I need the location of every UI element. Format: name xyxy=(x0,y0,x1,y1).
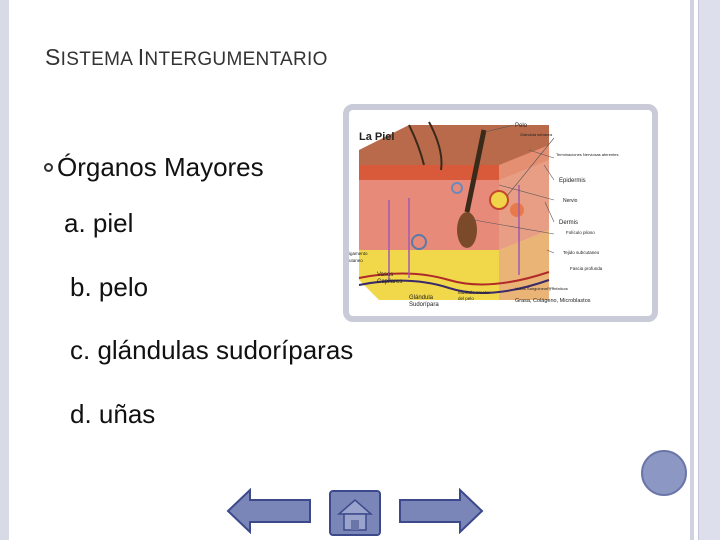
figure-heading: La Piel xyxy=(359,131,395,143)
label-tejido: Tejido subcutaneo xyxy=(563,250,600,255)
gland-2 xyxy=(510,203,524,217)
skin-diagram-image xyxy=(343,104,658,322)
label-glandula-sud-1: Glándula xyxy=(409,295,434,301)
slide-frame-left xyxy=(0,0,9,540)
skin-diagram xyxy=(349,110,652,316)
label-musculo-1: Musculo erector xyxy=(458,290,491,295)
list-item-pelo: b. pelo xyxy=(70,272,149,302)
back-arrow-icon xyxy=(228,490,310,532)
title-word-1: ISTEMA xyxy=(60,49,138,70)
list-item-piel: a. piel xyxy=(64,208,134,238)
title-initial-2: I xyxy=(137,44,145,70)
bullet-circle-icon xyxy=(44,163,53,172)
label-vasos-1: Vasos xyxy=(377,272,394,278)
forward-arrow-button[interactable] xyxy=(398,488,484,534)
label-musculo-2: del pelo xyxy=(458,296,474,301)
forward-arrow-icon xyxy=(400,490,482,532)
label-vasos-2: Capilares xyxy=(377,279,403,285)
label-ligamento-2: utaneo xyxy=(349,258,363,263)
label-terminaciones: Terminaciones Nerviosas aferentes xyxy=(556,152,619,157)
side-face xyxy=(499,145,549,300)
sebaceous-gland xyxy=(490,191,508,209)
label-vasos-sanguineos: Vasos Sanguineos y linfaticos xyxy=(515,286,568,291)
label-grasa: Grasa, Colágeno, Microblastos xyxy=(515,298,591,304)
slide-frame-right-line xyxy=(690,0,694,540)
back-arrow-button[interactable] xyxy=(226,488,312,534)
label-epidermis: Epidermis xyxy=(559,178,586,184)
follicle-bulb xyxy=(457,212,477,248)
bullet-text: Órganos Mayores xyxy=(57,152,264,182)
slide-title xyxy=(45,44,328,71)
label-fascia: Fascia profunda xyxy=(570,266,603,271)
title-word-2: NTERGUMENTARIO xyxy=(144,49,328,70)
label-foliculo: Folículo piloso xyxy=(566,230,595,235)
label-glandula-sud-2: Sudorípara xyxy=(409,302,439,308)
label-pelo: Pelo xyxy=(515,123,528,129)
list-item-unas: d. uñas xyxy=(70,399,156,429)
decorative-circle xyxy=(641,450,687,496)
home-button[interactable] xyxy=(329,490,381,536)
label-dermis: Dermis xyxy=(559,220,578,226)
label-glandula-sebacea: Glándula sebacea xyxy=(520,132,553,137)
slide-frame-right-band xyxy=(698,0,720,540)
label-ligamento-1: igamento xyxy=(349,251,368,256)
list-item-glandulas: c. glándulas sudoríparas xyxy=(70,335,354,365)
bullet-organos xyxy=(44,152,264,183)
title-initial-1: S xyxy=(45,44,61,70)
label-nervio: Nervio xyxy=(563,198,578,204)
